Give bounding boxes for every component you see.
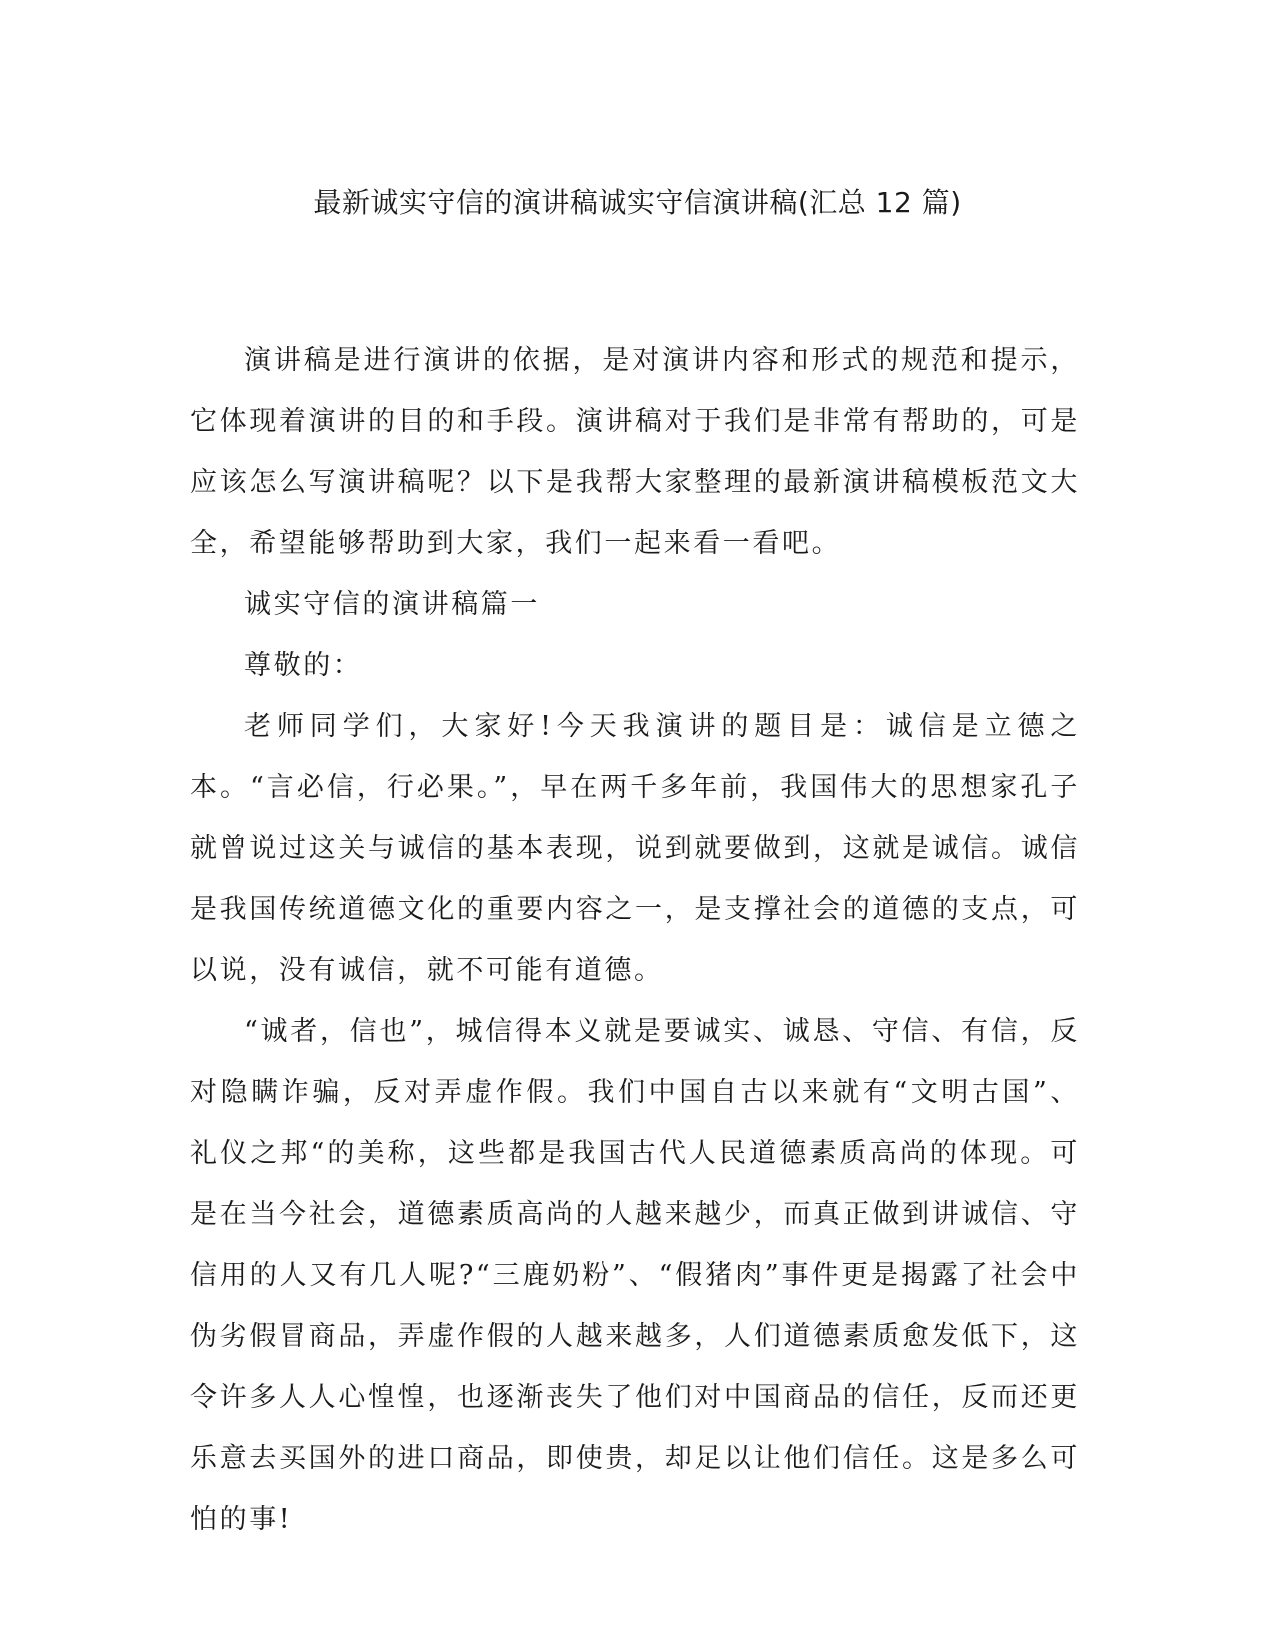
document-body: [190, 330, 1080, 1550]
paragraph-body-1: 老师同学们，大家好!今天我演讲的题目是：诚信是立德之本。“言必信，行必果。”，早在两千多年前，我国伟大的思想家孔子就曾说过这关与诚信的基本表现，说到就要做到，这就是诚信。诚信是我国传统道德文化的重要内容之一，是支撑社会的道德的支点，可以说，没有诚信，就不可能有道德。: [190, 711, 1080, 986]
section-heading: 诚实守信的演讲稿篇一: [244, 589, 540, 620]
paragraph-intro: 演讲稿是进行演讲的依据，是对演讲内容和形式的规范和提示，它体现着演讲的目的和手段。演讲稿对于我们是非常有帮助的，可是应该怎么写演讲稿呢？以下是我帮大家整理的最新演讲稿模板范文大全，希望能够帮助到大家，我们一起来看一看吧。: [190, 345, 1080, 559]
document-title: 最新诚实守信的演讲稿诚实守信演讲稿(汇总 12 篇): [313, 186, 962, 219]
salutation: 尊敬的：: [244, 650, 363, 681]
paragraph-body-2: “诚者，信也”，城信得本义就是要诚实、诚恳、守信、有信，反对隐瞒诈骗，反对弄虚作假。我们中国自古以来就有“文明古国”、礼仪之邦“的美称，这些都是我国古代人民道德素质高尚的体现。可是在当今社会，道德素质高尚的人越来越少，而真正做到讲诚信、守信用的人又有几人呢?“三鹿奶粉”、“假猪肉”事件更是揭露了社会中伪劣假冒商品，弄虚作假的人越来越多，人们道德素质愈发低下，这令许多人人心惶惶，也逐渐丧失了他们对中国商品的信任，反而还更乐意去买国外的进口商品，即使贵，却足以让他们信任。这是多么可怕的事!: [190, 1016, 1080, 1535]
